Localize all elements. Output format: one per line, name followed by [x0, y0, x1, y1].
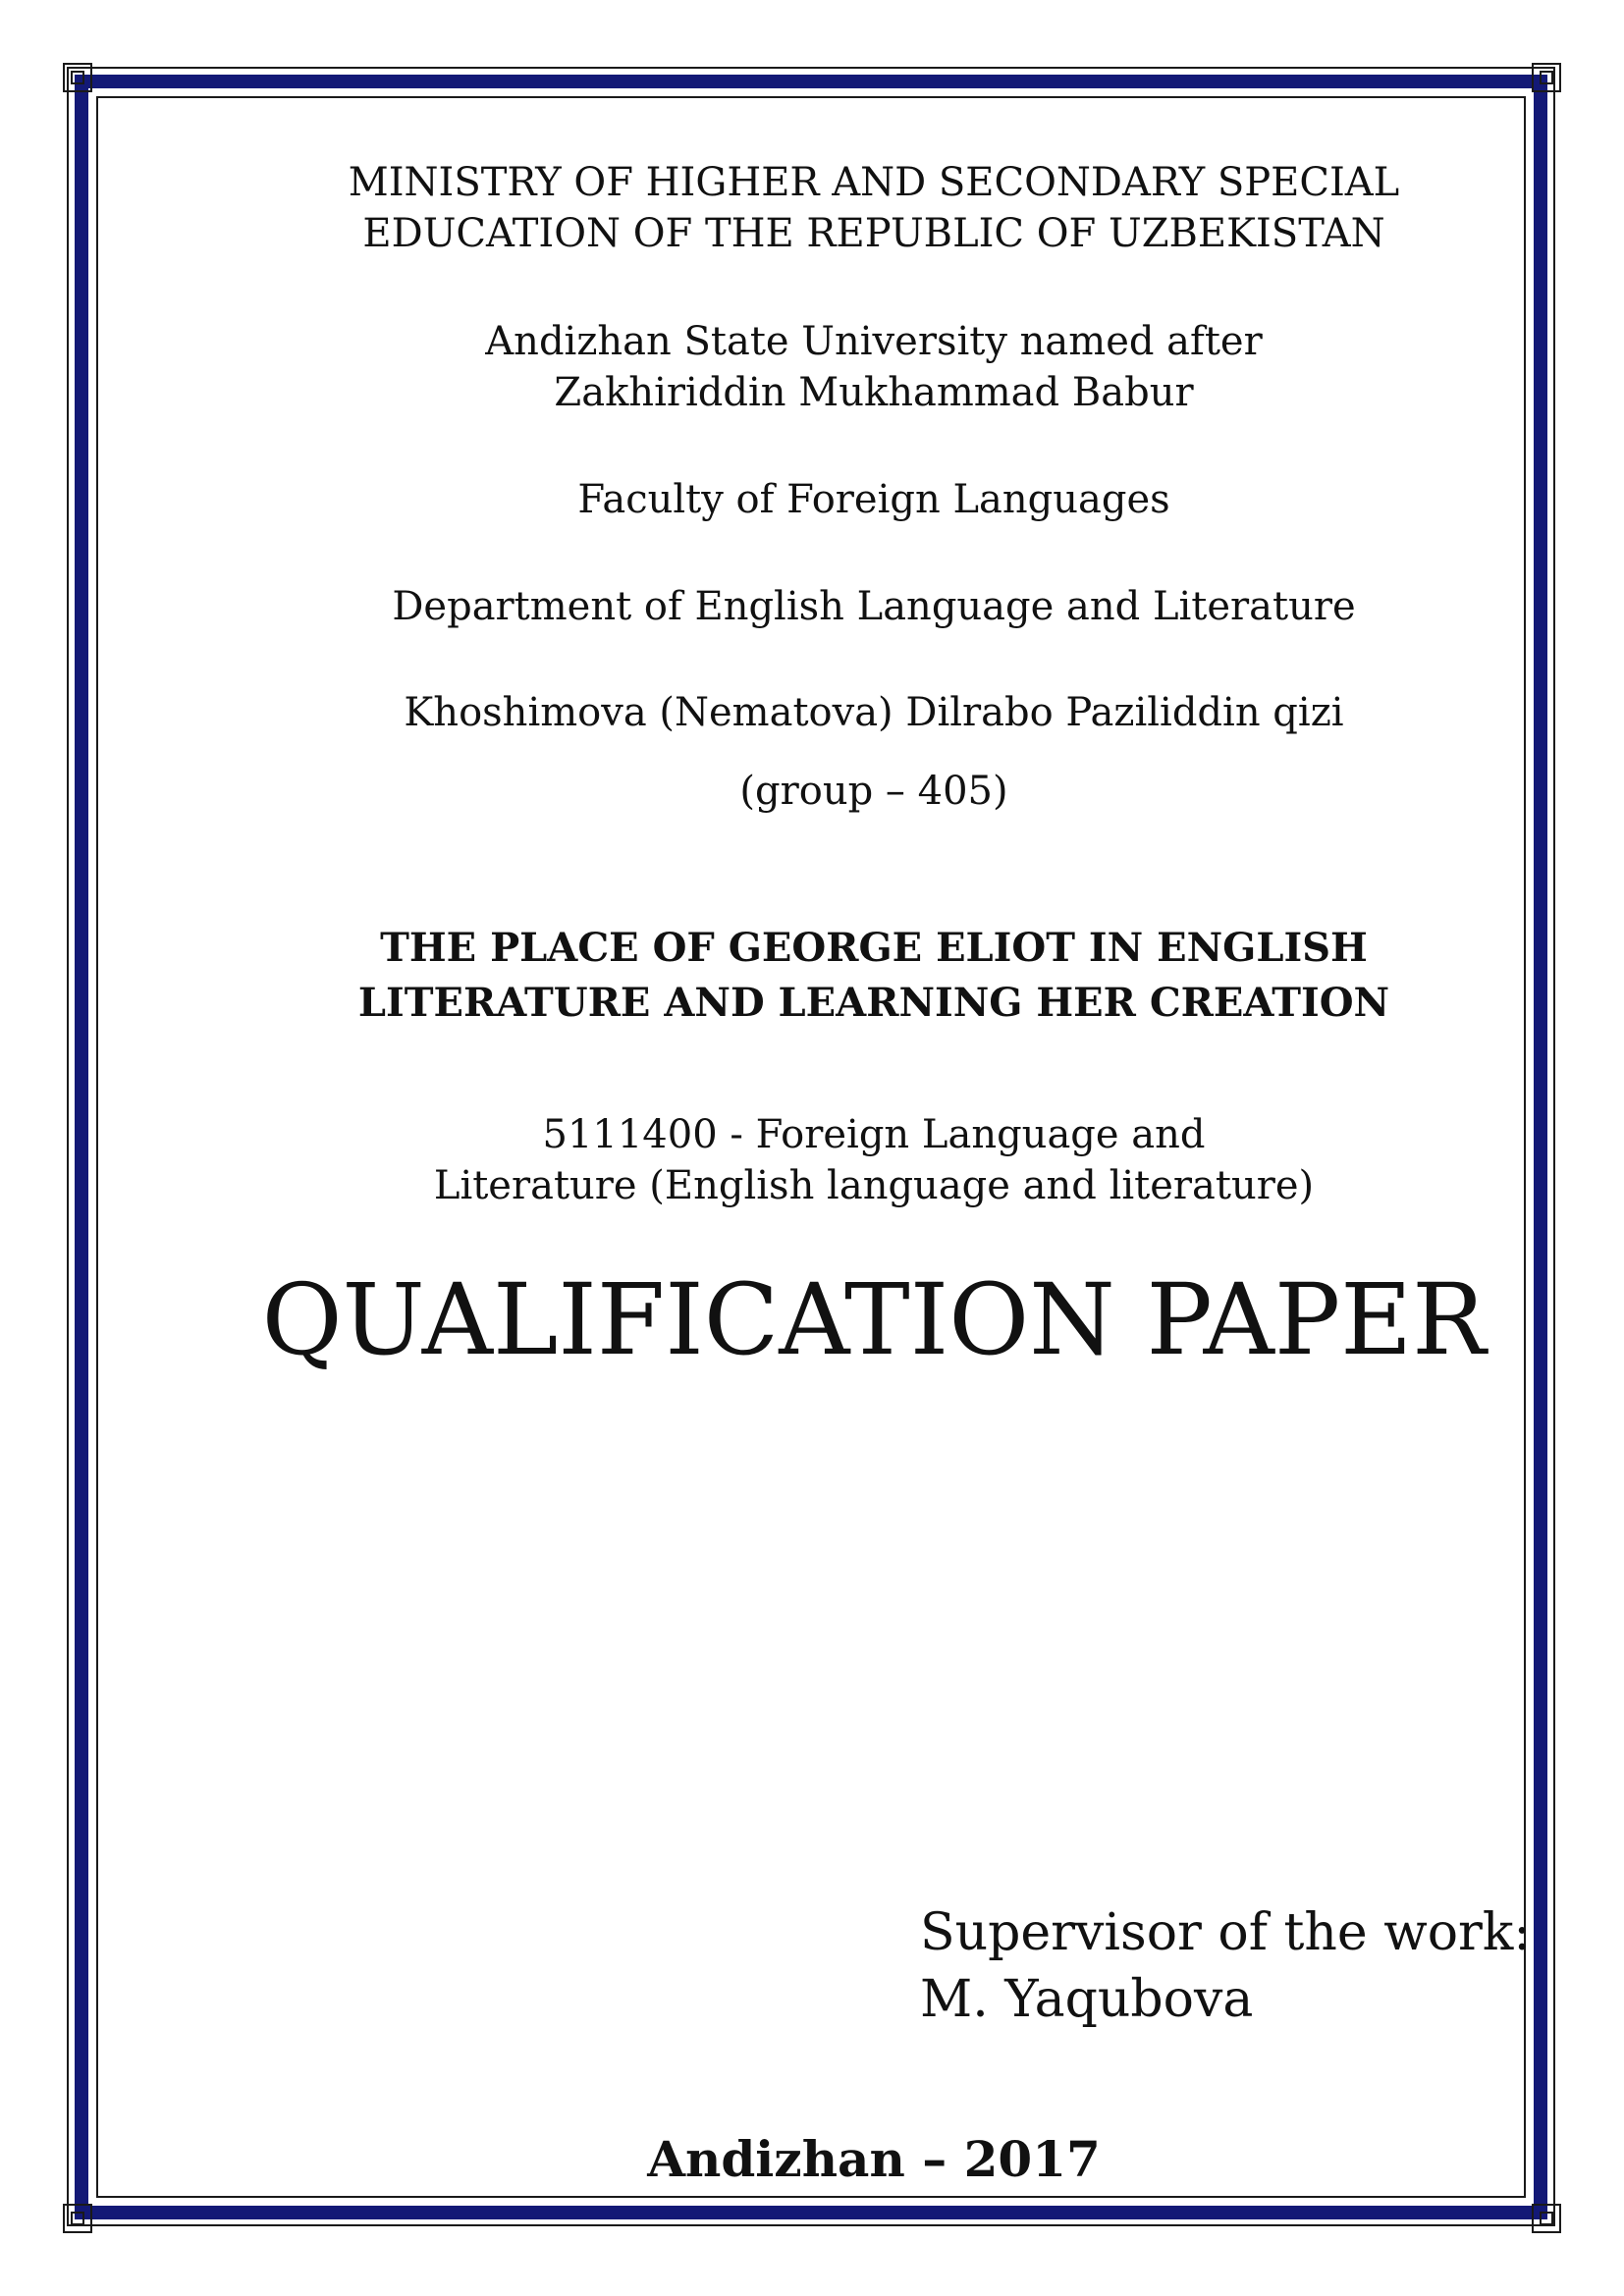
faculty-name: [147, 474, 1600, 525]
author-name: [147, 687, 1600, 738]
supervisor-block: [920, 1899, 1531, 2033]
topic-line-1: THE PLACE OF GEORGE ELIOT IN ENGLISH: [380, 925, 1368, 971]
speciality-line-2: Literature (English language and literature): [433, 1163, 1315, 1208]
city-year: [295, 2130, 1453, 2189]
paper-type-text: QUALIFICATION PAPER: [261, 1262, 1487, 1377]
university-line-1: Andizhan State University named after: [485, 319, 1263, 364]
paper-topic: [147, 921, 1600, 1031]
corner-ornament-bottom-left: [63, 2204, 92, 2233]
ministry-line-2: EDUCATION OF THE REPUBLIC OF UZBEKISTAN: [362, 211, 1385, 256]
faculty-text: Faculty of Foreign Languages: [577, 477, 1170, 522]
speciality-line-1: 5111400 - Foreign Language and: [542, 1112, 1206, 1157]
university-line-2: Zakhiriddin Mukhammad Babur: [554, 370, 1194, 415]
department-text: Department of English Language and Literature: [392, 584, 1356, 629]
author-name-text: Khoshimova (Nematova) Dilrabo Paziliddin qizi: [404, 690, 1344, 735]
supervisor-label: Supervisor of the work:: [920, 1903, 1531, 1962]
topic-line-2: LITERATURE AND LEARNING HER CREATION: [357, 980, 1390, 1026]
corner-ornament-bottom-right: [1532, 2204, 1561, 2233]
ministry-heading: [147, 157, 1600, 259]
corner-ornament-top-left: [63, 63, 92, 92]
paper-type-title: [187, 1261, 1561, 1379]
speciality: [147, 1109, 1600, 1211]
ministry-line-1: MINISTRY OF HIGHER AND SECONDARY SPECIAL: [348, 160, 1400, 205]
department-name: [147, 581, 1600, 632]
author-group-text: (group – 405): [739, 769, 1008, 814]
corner-ornament-top-right: [1532, 63, 1561, 92]
city-year-text: Andizhan – 2017: [647, 2130, 1101, 2188]
university-name: [147, 316, 1600, 418]
supervisor-name: M. Yaqubova: [920, 1970, 1254, 2029]
author-group: [147, 766, 1600, 817]
